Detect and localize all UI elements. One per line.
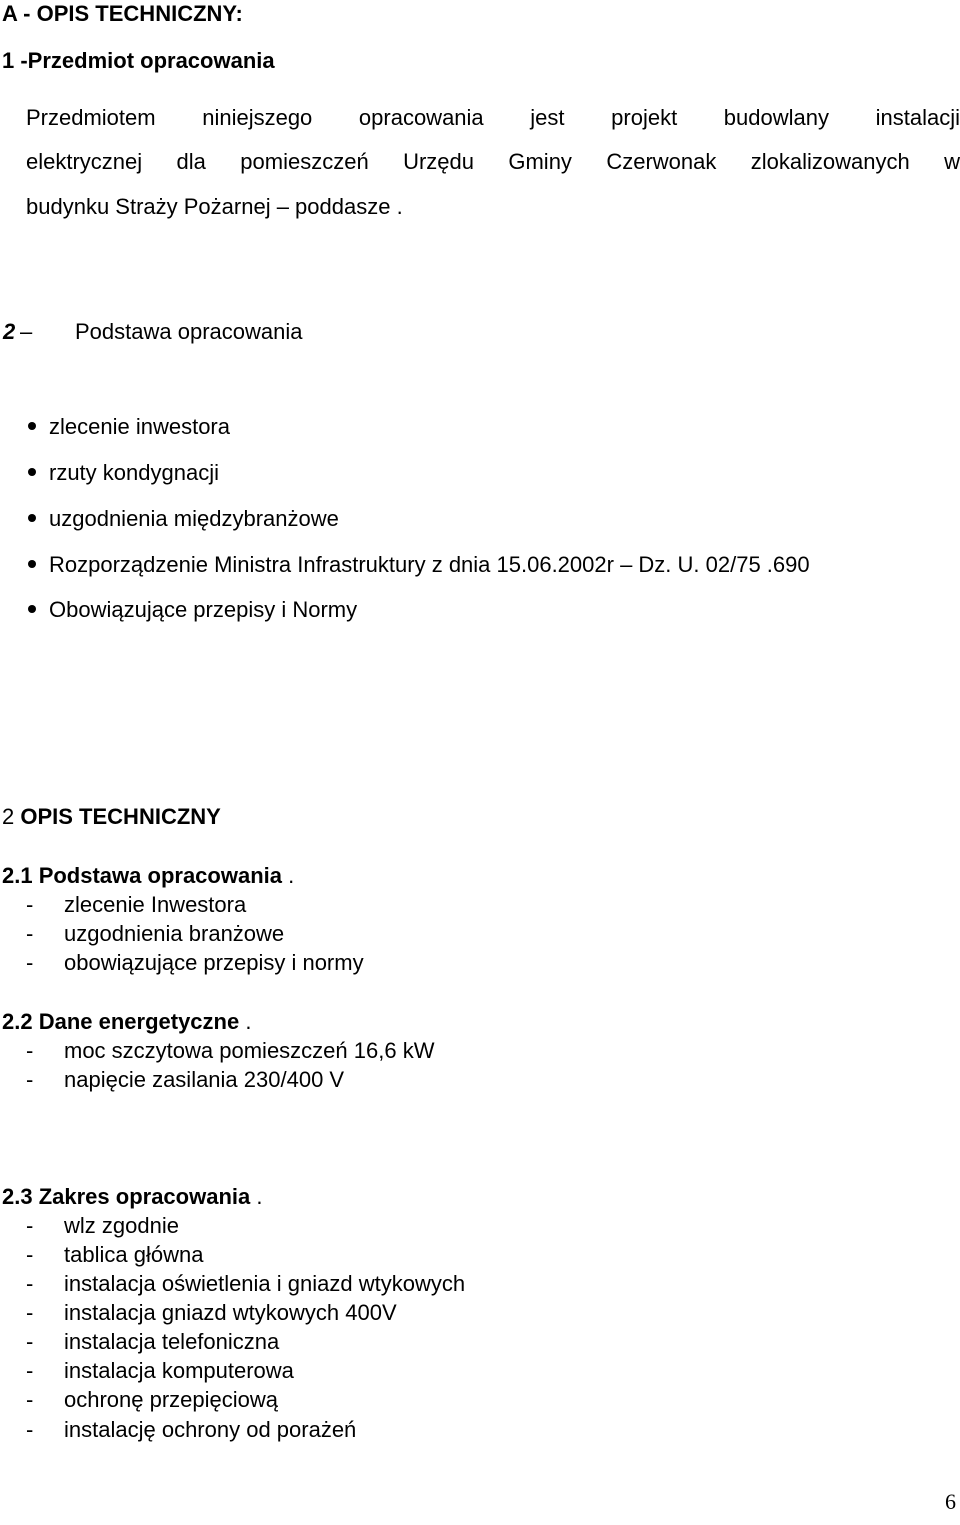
section1-paragraph-line: Przedmiotem niniejszego opracowania jest projekt budowlany instalacji [26, 105, 960, 130]
page-number: 6 [945, 1489, 956, 1514]
section2-dash: – [20, 319, 33, 344]
dash-marker: - [26, 1067, 34, 1092]
dash-marker: - [26, 1271, 34, 1296]
section2-number: 2 [3, 319, 16, 344]
dash-item-text: uzgodnienia branżowe [64, 921, 285, 946]
bullet-text: Obowiązujące przepisy i Normy [49, 597, 358, 622]
dash-item [26, 1357, 294, 1385]
dash-item [26, 1299, 397, 1327]
dash-item-text: napięcie zasilania 230/400 V [64, 1067, 345, 1092]
sub21-suffix: . [281, 863, 295, 888]
bullet-item [28, 459, 219, 487]
bullet-item [28, 413, 230, 441]
dash-marker: - [26, 1358, 34, 1383]
dash-item-text: tablica główna [64, 1242, 204, 1267]
dash-marker: - [26, 1038, 34, 1063]
dash-item [26, 1212, 179, 1240]
sub23-heading [2, 1183, 262, 1211]
sub22-suffix: . [239, 1009, 252, 1034]
sub22-heading [2, 1008, 251, 1036]
bullet-icon [28, 422, 36, 430]
dash-item-text: instalację ochrony od porażeń [64, 1417, 357, 1442]
bullet-icon [28, 514, 36, 522]
dash-item-text: instalacja gniazd wtykowych 400V [64, 1300, 397, 1325]
dash-item-text: obowiązujące przepisy i normy [64, 950, 364, 975]
sub21-heading [2, 862, 294, 890]
opis-prefix: 2 [2, 804, 15, 829]
opis-title: OPIS TECHNICZNY [20, 804, 221, 829]
bullet-item [28, 505, 339, 533]
sub23-title: 2.3 Zakres opracowania [2, 1184, 251, 1209]
dash-item-text: instalacja komputerowa [64, 1358, 294, 1383]
sub21-title: 2.1 Podstawa opracowania [2, 863, 282, 888]
dash-item-text: instalacja oświetlenia i gniazd wtykowych [64, 1271, 466, 1296]
dash-marker: - [26, 921, 34, 946]
dash-item-text: zlecenie Inwestora [64, 892, 247, 917]
dash-item [26, 1241, 203, 1269]
dash-item [26, 949, 364, 977]
dash-item [26, 1416, 356, 1444]
dash-marker: - [26, 1300, 34, 1325]
dash-marker: - [26, 1213, 34, 1238]
bullet-icon [28, 468, 36, 476]
dash-item [26, 1386, 278, 1414]
dash-marker: - [26, 1242, 34, 1267]
dash-marker: - [26, 1387, 34, 1412]
section2-title: Podstawa opracowania [75, 319, 303, 344]
dash-item [26, 1066, 344, 1094]
dash-item [26, 920, 284, 948]
section1-paragraph-line: budynku Straży Pożarnej – poddasze . [26, 194, 403, 219]
bullet-item [28, 596, 357, 624]
bullet-icon [28, 605, 36, 613]
opis-heading [2, 803, 221, 831]
bullet-text: Rozporządzenie Ministra Infrastruktury z dnia 15.06.2002r – Dz. U. 02/75 .690 [49, 552, 810, 577]
bullet-text: zlecenie inwestora [49, 414, 230, 439]
bullet-text: rzuty kondygnacji [49, 460, 219, 485]
dash-marker: - [26, 1329, 34, 1354]
dash-item [26, 1270, 465, 1298]
sub22-title: 2.2 Dane energetyczne [2, 1009, 240, 1034]
dash-item [26, 1037, 434, 1065]
bullet-item [28, 551, 810, 579]
sub23-suffix: . [250, 1184, 263, 1209]
dash-item [26, 1328, 279, 1356]
dash-item-text: moc szczytowa pomieszczeń 16,6 kW [64, 1038, 435, 1063]
bullet-text: uzgodnienia międzybranżowe [49, 506, 339, 531]
main-heading: A - OPIS TECHNICZNY: [2, 1, 243, 26]
bullet-icon [28, 560, 36, 568]
dash-item-text: wlz zgodnie [64, 1213, 179, 1238]
section1-paragraph-line: elektrycznej dla pomieszczeń Urzędu Gminy Czerwonak zlokalizowanych w [26, 149, 960, 174]
dash-item-text: instalacja telefoniczna [64, 1329, 280, 1354]
dash-item-text: ochronę przepięciową [64, 1387, 279, 1412]
dash-marker: - [26, 892, 34, 917]
section1-title: 1 -Przedmiot opracowania [2, 48, 275, 73]
dash-marker: - [26, 950, 34, 975]
dash-item [26, 891, 246, 919]
dash-marker: - [26, 1417, 34, 1442]
